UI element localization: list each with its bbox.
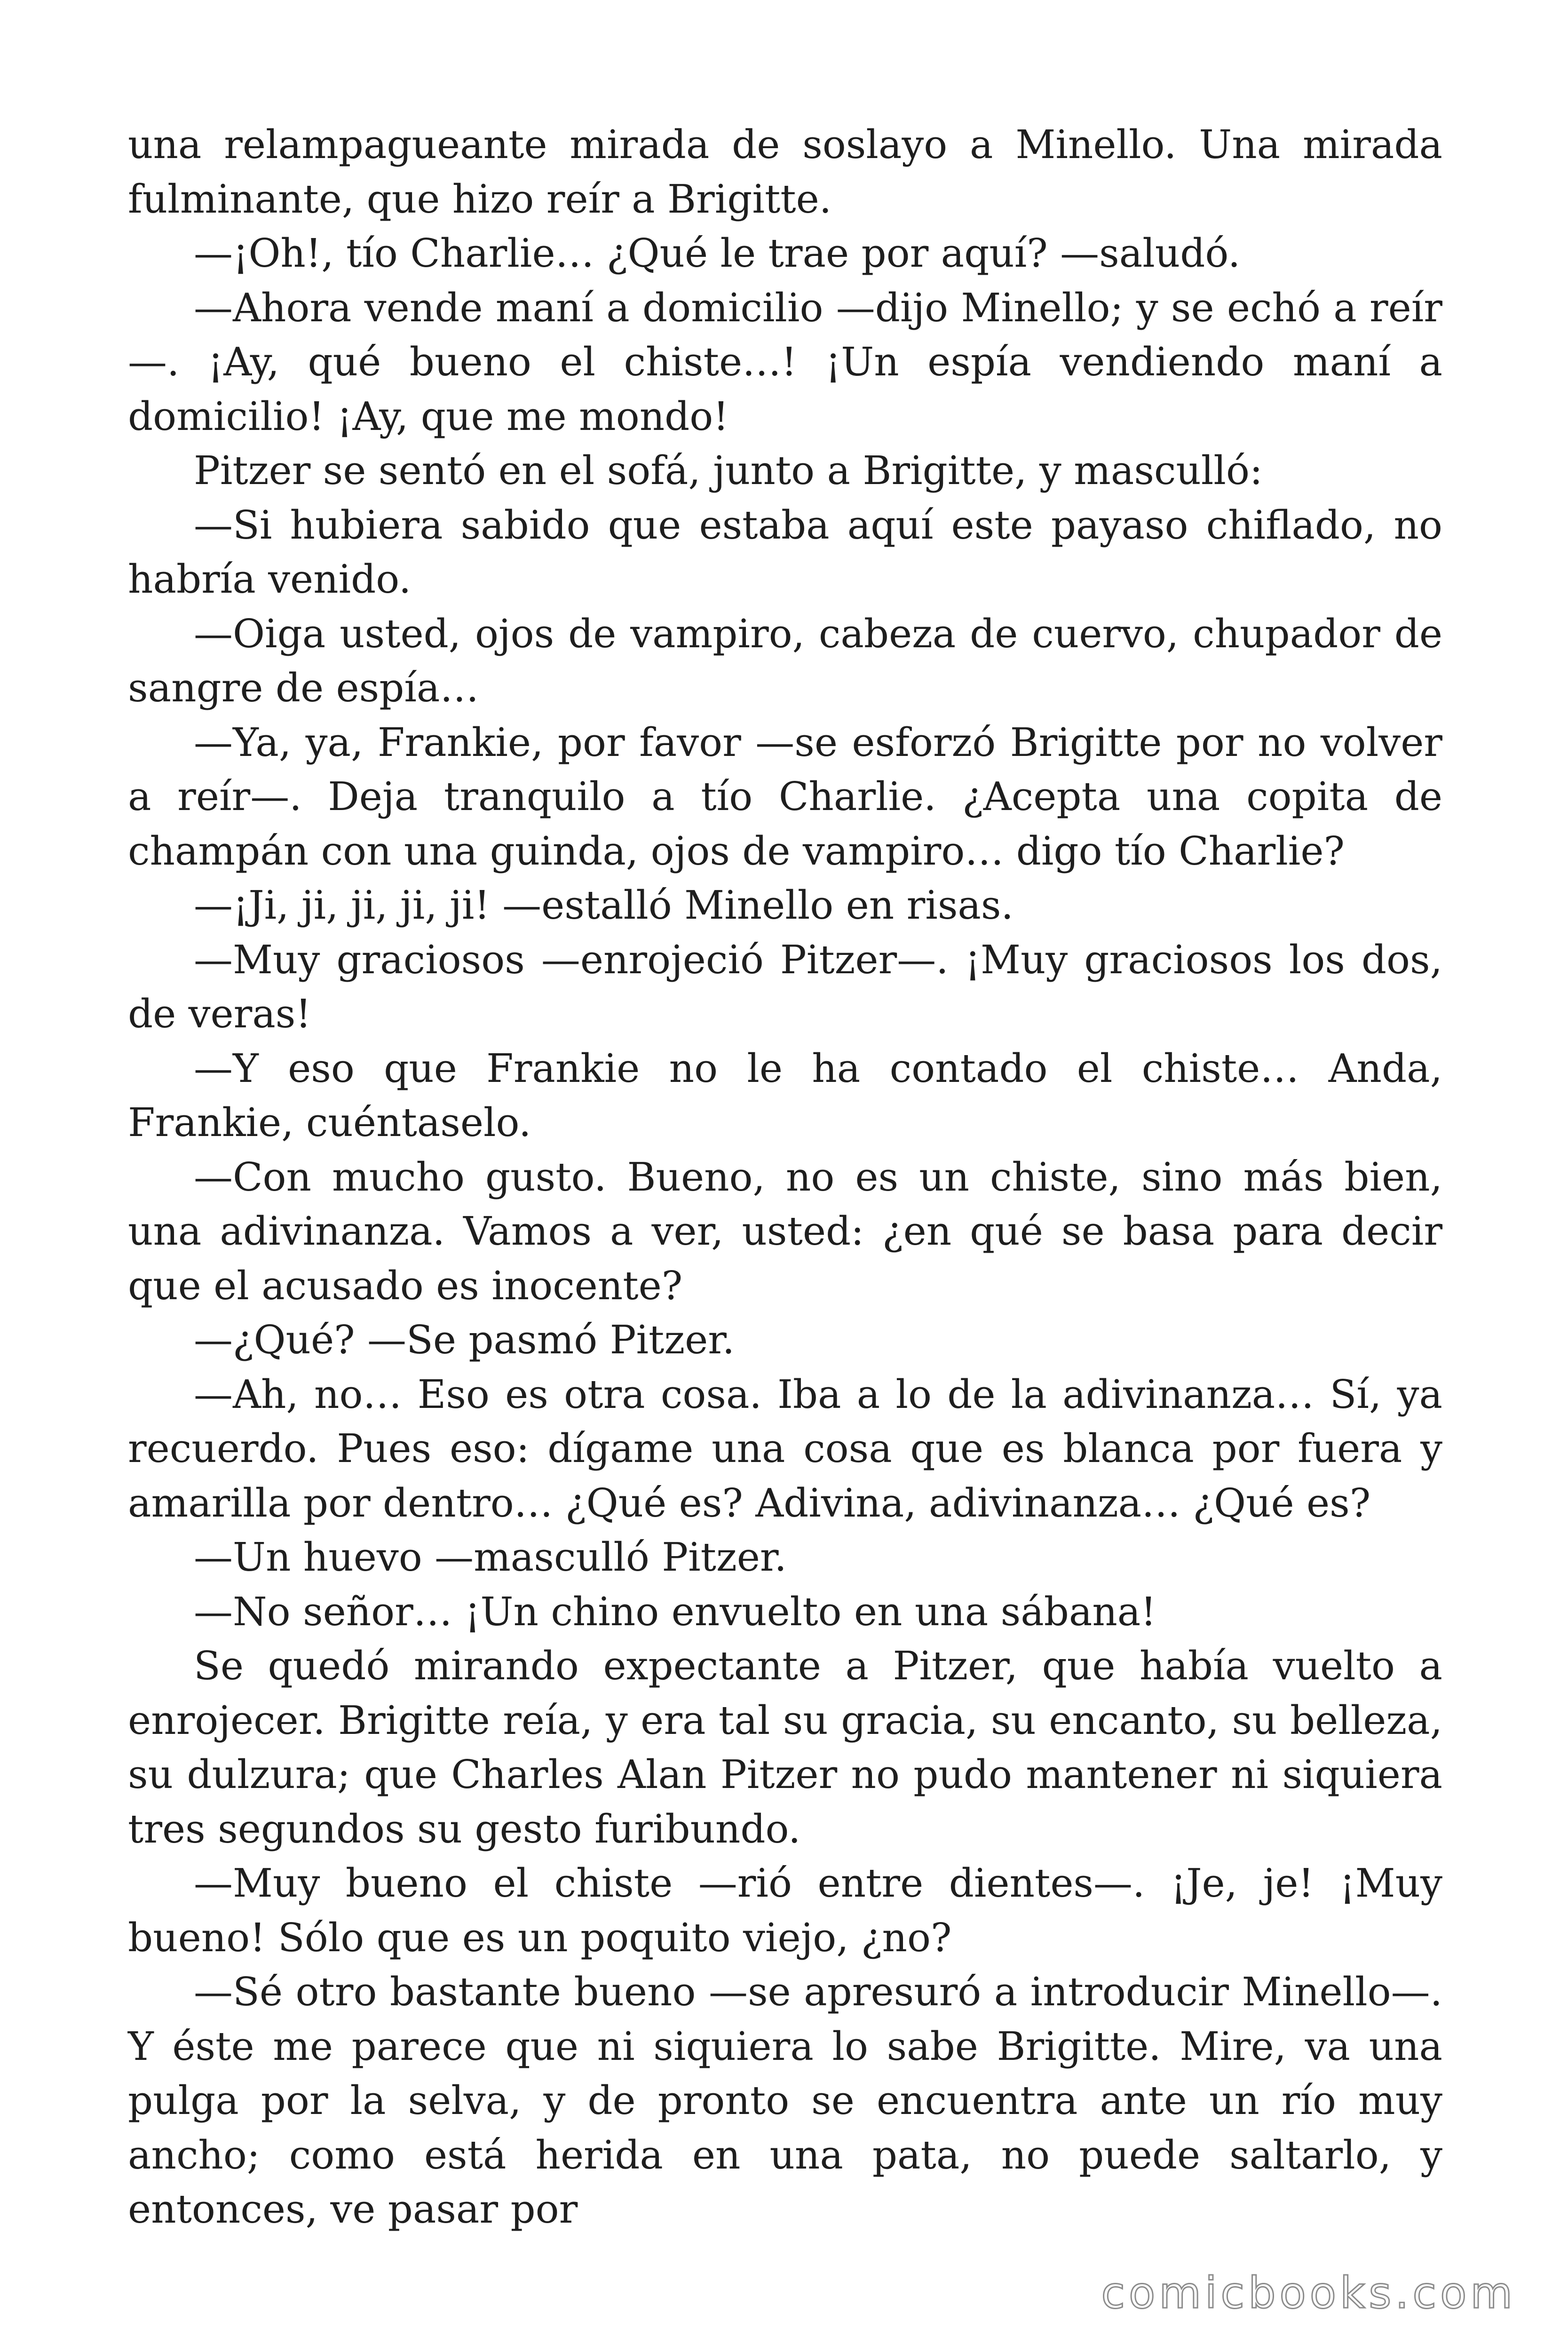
paragraph: —Ah, no… Eso es otra cosa. Iba a lo de la adivinanza… Sí, ya recuerdo. Pues eso: dígame una cosa que es blanca por fuera y amarilla por dentro… ¿Qué es? Adivina, adivinanza… ¿Qué es? (128, 1371, 1442, 1526)
paragraph: —Muy graciosos —enrojeció Pitzer—. ¡Muy graciosos los dos, de veras! (128, 937, 1442, 1037)
paragraph: —¿Qué? —Se pasmó Pitzer. (194, 1317, 735, 1363)
paragraph: —Con mucho gusto. Bueno, no es un chiste, sino más bien, una adivinanza. Vamos a ver, usted: ¿en qué se basa para decir que el acusado es inocente? (128, 1154, 1442, 1309)
paragraph: —No señor… ¡Un chino envuelto en una sábana! (194, 1589, 1156, 1635)
paragraph: —Muy bueno el chiste —rió entre dientes—. ¡Je, je! ¡Muy bueno! Sólo que es un poquito viejo, ¿no? (128, 1860, 1442, 1961)
paragraph: Se quedó mirando expectante a Pitzer, que había vuelto a enrojecer. Brigitte reía, y era tal su gracia, su encanto, su belleza, su dulzura; que Charles Alan Pitzer no pudo mantener ni siquiera tres segundos su gesto furibundo. (128, 1643, 1442, 1852)
paragraph: —Ya, ya, Frankie, por favor —se esforzó Brigitte por no volver a reír—. Deja tranquilo a tío Charlie. ¿Acepta una copita de champán con una guinda, ojos de vampiro… digo tío Charlie? (128, 719, 1442, 874)
page-text (128, 118, 1442, 2232)
paragraph: una relampagueante mirada de soslayo a Minello. Una mirada fulminante, que hizo reír a Brigitte. (128, 122, 1442, 222)
paragraph: —¡Ji, ji, ji, ji, ji! —estalló Minello en risas. (194, 882, 1014, 928)
paragraph: —Oiga usted, ojos de vampiro, cabeza de cuervo, chupador de sangre de espía… (128, 611, 1442, 711)
paragraph: —Sé otro bastante bueno —se apresuró a introducir Minello—. Y éste me parece que ni siquiera lo sabe Brigitte. Mire, va una pulga por la selva, y de pronto se encuentra ante un río muy ancho; como está herida en una pata, no puede saltarlo, y entonces, ve pasar por (128, 1969, 1442, 2232)
paragraph: —Si hubiera sabido que estaba aquí este payaso chiflado, no habría venido. (128, 502, 1442, 602)
paragraph: —Ahora vende maní a domicilio —dijo Minello; y se echó a reír —. ¡Ay, qué bueno el chiste…! ¡Un espía vendiendo maní a domicilio! ¡Ay, que me mondo! (128, 285, 1442, 439)
paragraph: —Un huevo —mascullό Pitzer. (194, 1534, 787, 1580)
paragraph: —¡Oh!, tío Charlie… ¿Qué le trae por aquí? —saludó. (194, 230, 1241, 276)
watermark: comicbooks.com (1101, 2268, 1516, 2318)
paragraph: Pitzer se sentó en el sofá, junto a Brigitte, y mascullό: (194, 448, 1263, 493)
paragraph: —Y eso que Frankie no le ha contado el chiste… Anda, Frankie, cuéntaselo. (128, 1045, 1442, 1145)
